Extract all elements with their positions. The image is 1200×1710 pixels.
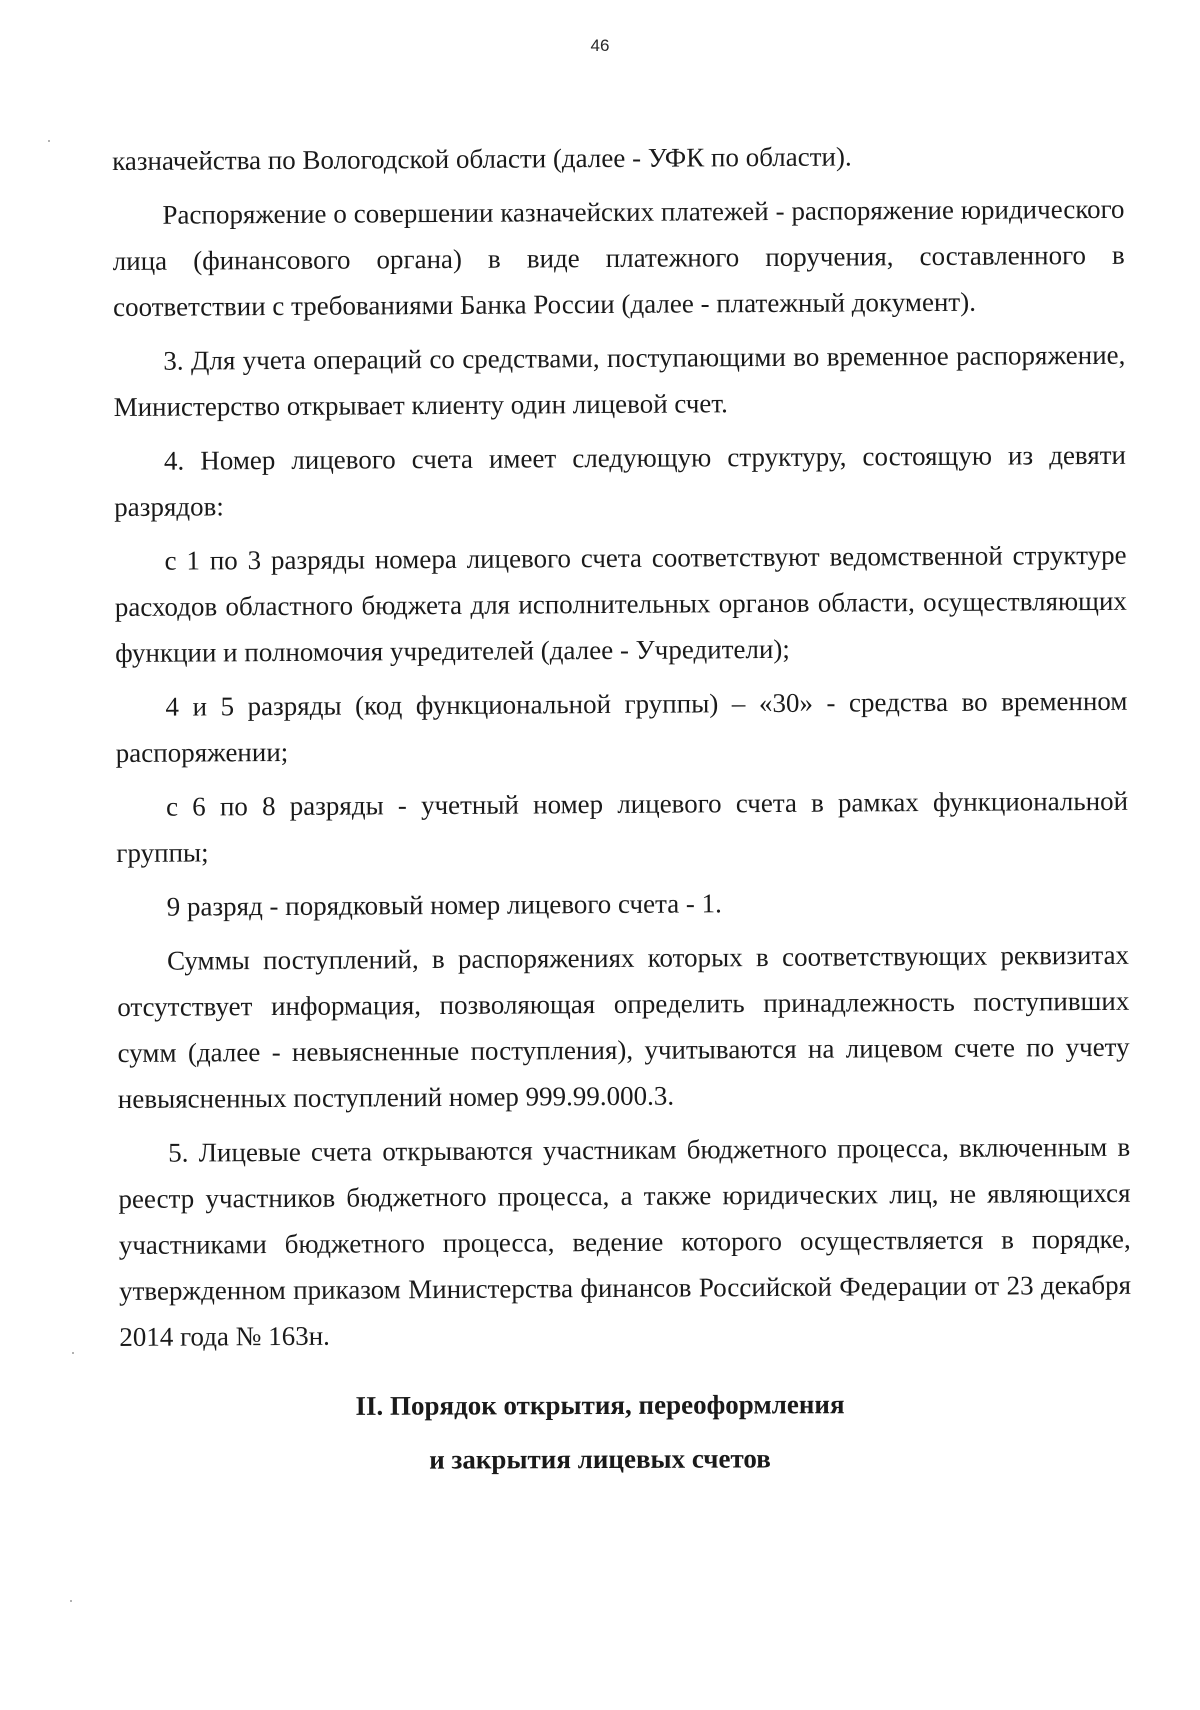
paragraph-item-4: 4. Номер лицевого счета имеет следующую структуру, состоящую из девяти разрядов: xyxy=(114,439,1127,522)
section-heading-line-2: и закрытия лицевых счетов xyxy=(429,1443,771,1475)
document-body xyxy=(112,132,1131,1368)
paragraph-payment-order-definition: Распоряжение о совершении казначейских платежей - распоряжение юридического лица (финансового органа) в виде платежного поручения, составленного в соответствии с требованиями Банка России (далее - платежный документ). xyxy=(112,193,1125,322)
section-heading-line-1: II. Порядок открытия, переоформления xyxy=(355,1389,845,1421)
scan-speck xyxy=(48,140,50,142)
scan-speck xyxy=(70,1600,72,1602)
page-number: 46 xyxy=(590,36,610,55)
paragraph-digits-6-8: с 6 по 8 разряды - учетный номер лицевого счета в рамках функциональной группы; xyxy=(116,785,1129,868)
paragraph-digits-1-3: с 1 по 3 разряды номера лицевого счета соответствуют ведомственной структуре расходов областного бюджета для исполнительных органов области, осуществляющих функции и полномочия учредителей (далее - Учредители); xyxy=(114,539,1127,668)
paragraph-item-5: 5. Лицевые счета открываются участникам бюджетного процесса, включенным в реестр участников бюджетного процесса, а также юридических лиц, не являющихся участниками бюджетного процесса, ведение которого осуществляется в порядке, утвержденном приказом Министерства финансов Российской Федерации от 23 декабря 2014 года № 163н. xyxy=(118,1131,1132,1352)
paragraph-item-3: 3. Для учета операций со средствами, поступающими во временное распоряжение, Министерство открывает клиенту один лицевой счет. xyxy=(113,339,1126,422)
scan-speck xyxy=(72,1352,74,1354)
paragraph-digit-9: 9 разряд - порядковый номер лицевого счета - 1. xyxy=(166,888,722,922)
paragraph-unidentified-receipts: Суммы поступлений, в распоряжениях которых в соответствующих реквизитах отсутствует информация, позволяющая определить принадлежность поступивших сумм (далее - невыясненные поступления), учитываются на лицевом счете по учету невыясненных поступлений номер 999.99.000.3. xyxy=(117,939,1130,1114)
paragraph-continuation: казначейства по Вологодской области (далее - УФК по области). xyxy=(112,141,852,176)
paragraph-digits-4-5: 4 и 5 разряды (код функциональной группы) – «30» - средства во временном распоряжении; xyxy=(115,685,1128,768)
